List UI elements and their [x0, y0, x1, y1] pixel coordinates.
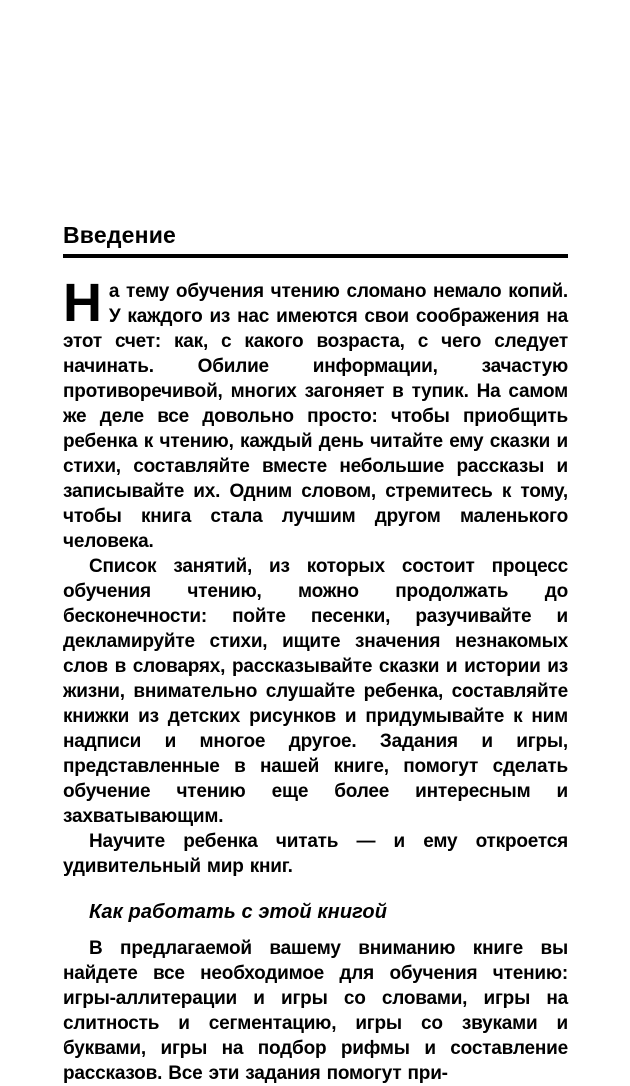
body-paragraph: Список занятий, из которых состоит процесс обучения чтению, можно продолжать до бесконечности: пойте песенки, разучивайте и декламируйте стихи, ищите значения незнакомых слов в словарях, рассказывайте сказки и истории из жизни, внимательно слушайте ребенка, составляйте книжки из детских рисунков и придумывайте к ним надписи и многое другое. Задания и игры, представленные в нашей книге, помогут сделать обучение чтению еще более интересным и захватывающим. — [63, 556, 568, 827]
chapter-title: Введение — [63, 222, 177, 248]
intro-paragraph — [63, 273, 568, 554]
body-text — [63, 273, 568, 1086]
title-rule-divider — [63, 254, 568, 258]
drop-cap: Н — [63, 273, 102, 333]
body-paragraph: Научите ребенка читать — и ему откроется удивительный мир книг. — [63, 831, 568, 877]
section-paragraph: В предлагаемой вашему вниманию книге вы найдете все необходимое для обучения чтению: игры-аллитерации и игры со словами, игры на слитность и сегментацию, игры со звуками и буквами, игры на подбор рифмы и составление рассказов. Все эти задания помогут при- — [63, 938, 568, 1084]
section-heading: Как работать с этой книгой — [89, 901, 388, 923]
intro-paragraph-text: а тему обучения чтению сломано немало копий. У каждого из нас имеются свои соображения на этот счет: как, с какого возраста, с чего следует начинать. Обилие информации, зачастую противоречивой, многих загоняет в тупик. На самом же деле все довольно просто: чтобы приобщить ребенка к чтению, каждый день читайте ему сказки и стихи, составляйте вместе небольшие рассказы и записывайте их. Одним словом, стремитесь к тому, чтобы книга стала лучшим другом маленького человека. — [63, 281, 568, 552]
